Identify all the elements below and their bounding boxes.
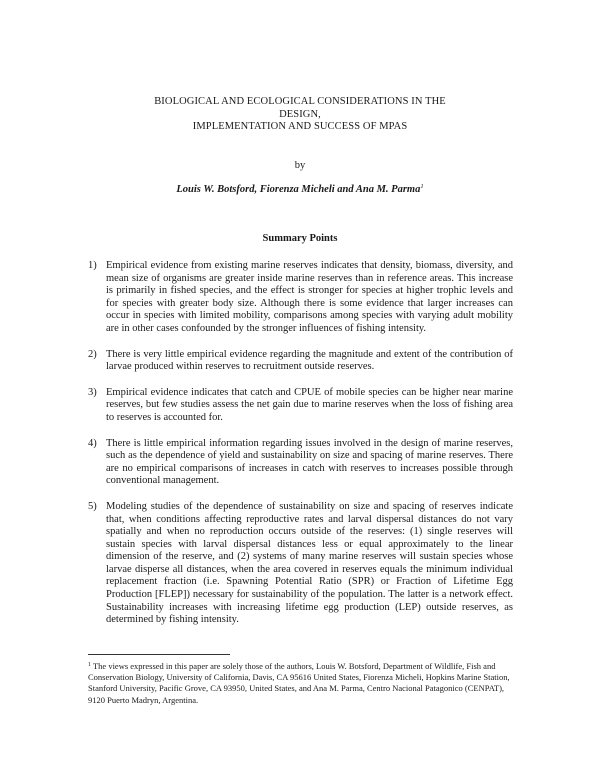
- summary-points-list: [88, 260, 513, 627]
- summary-point: [88, 260, 513, 336]
- footnote-divider: [88, 654, 230, 655]
- point-number: 4): [88, 437, 97, 449]
- section-heading: Summary Points: [262, 233, 338, 244]
- point-number: 3): [88, 386, 97, 398]
- point-number: 2): [88, 348, 97, 360]
- footnote: [88, 660, 513, 706]
- point-text: There is very little empirical evidence regarding the magnitude and extent of the contribution of larvae produced within reserves to recruitment outside reserves.: [106, 348, 513, 373]
- summary-point: [88, 349, 513, 374]
- byline-word: by: [294, 160, 306, 171]
- point-number: 1): [88, 260, 97, 271]
- footnote-text: The views expressed in this paper are solely those of the authors, Louis W. Botsford, Department of Wildlife, Fish and Conservation Biology, University of California, Davis, CA 95616 United States, Fiorenza Micheli, Hopkins Marine Station, Stanford University, Pacific Grove, CA 93950, United States, and Ana M. Parma, Centro Nacional Patagonico (CENPAT), 9120 Puerto Madryn, Argentina.: [88, 661, 510, 705]
- point-text: Modeling studies of the dependence of sustainability on size and spacing of reserves indicate that, when conditions affecting reproductive rates and larval dispersal distances do not vary spatially and when no reproduction occurs outside of the reserves: (1) single reserves will sustain species with larval dispersal distances less or equal approximately to the linear dimension of the reserve, and (2) systems of many marine reserves will sustain species whose larvae disperse all distances, when the area covered in reserves equals the minimum individual replacement fraction (i.e. Spawning Potential Ratio (SPR) or Fraction of Lifetime Egg Production [FLEP]) necessary for sustainability of the population. The latter is a network effect. Sustainability increases with increasing lifetime egg production (LEP) outside reserves, as determined by fishing intensity.: [106, 500, 513, 626]
- title-line-2: DESIGN,: [279, 108, 321, 120]
- point-text: Empirical evidence indicates that catch and CPUE of mobile species can be higher near marine reserves, but few studies assess the net gain due to marine reserves when the loss of fishing area to reserves is accounted for.: [106, 386, 513, 423]
- paper-title: [90, 96, 510, 134]
- footnote-mark: 1: [88, 662, 91, 668]
- point-text: There is little empirical information regarding issues involved in the design of marine reserves, such as the dependence of yield and sustainability on size and spacing of marine reserves. There are no empirical comparisons of increases in catch with reserves to increases possible through conventional management.: [106, 437, 513, 487]
- point-text: Empirical evidence from existing marine reserves indicates that density, biomass, diversity, and mean size of organisms are greater inside marine reserves than in reference areas. This increase is primarily in fished species, and the effect is stronger for species at higher trophic levels and for species with greater body size. Although there is some evidence that larger increases can occur in species with limited mobility, comparisons among species with varying adult mobility are in other cases confounded by the stronger influences of fishing intensity.: [106, 260, 513, 334]
- summary-point: [88, 438, 513, 488]
- author-footnote-mark: 1: [420, 183, 424, 190]
- summary-point: [88, 501, 513, 627]
- summary-point: [88, 387, 513, 425]
- title-line-3: IMPLEMENTATION AND SUCCESS OF MPAS: [192, 121, 408, 132]
- author-names: Louis W. Botsford, Fiorenza Micheli and Ana M. Parma: [176, 184, 421, 195]
- author-list: [0, 183, 600, 195]
- point-number: 5): [88, 500, 97, 512]
- title-line-1: BIOLOGICAL AND ECOLOGICAL CONSIDERATIONS IN THE: [154, 96, 446, 107]
